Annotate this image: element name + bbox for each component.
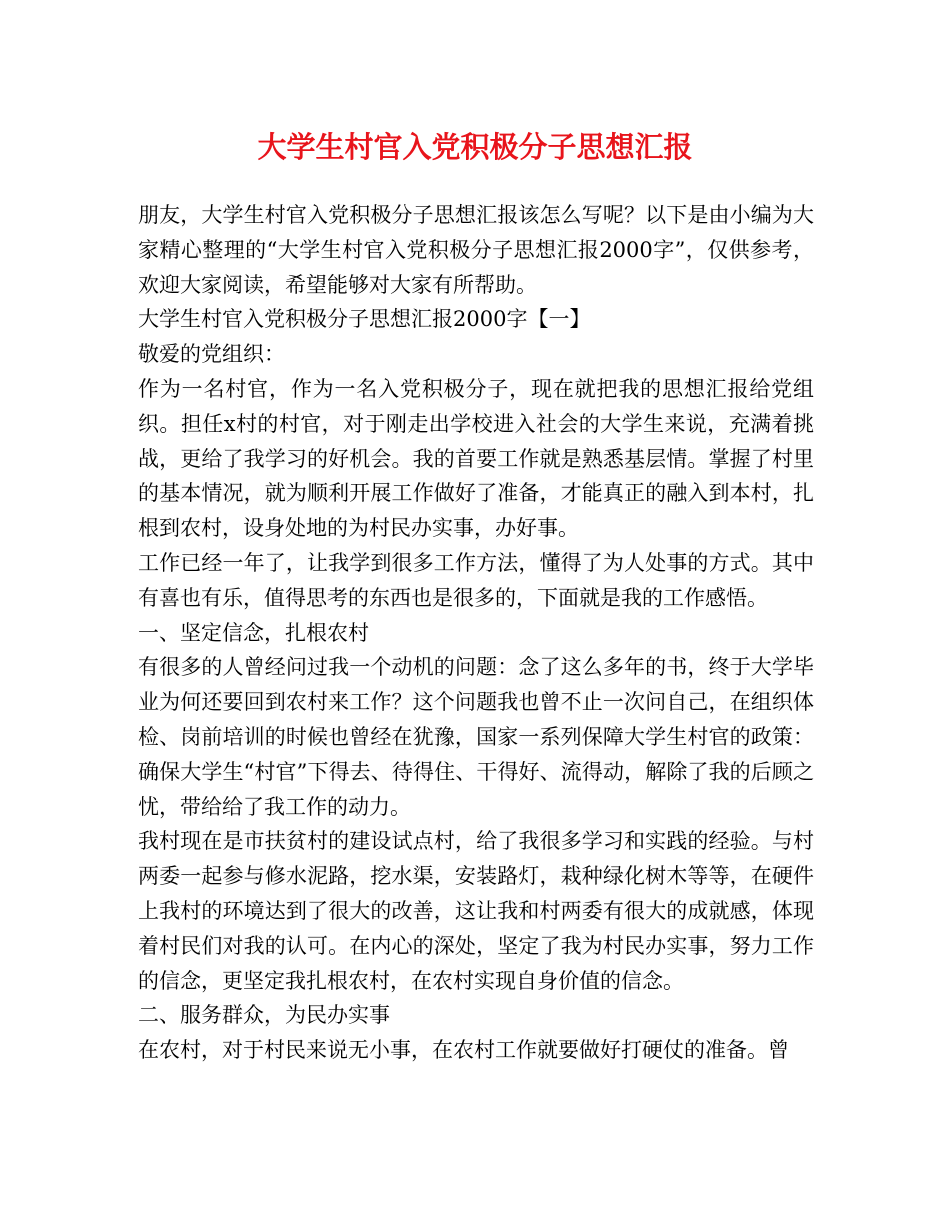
intro-paragraph: 朋友，大学生村官入党积极分子思想汇报该怎么写呢？以下是由小编为大家精心整理的“大学生村官入党积极分子思想汇报2000字”，仅供参考，欢迎大家阅读，希望能够对大家有所帮助。	[138, 203, 814, 297]
salutation: 敬爱的党组织：	[138, 342, 285, 367]
body-paragraph: 我村现在是市扶贫村的建设试点村，给了我很多学习和实践的经验。与村两委一起参与修水泥路，挖水渠，安装路灯，栽种绿化树木等等，在硬件上我村的环境达到了很大的改善，这让我和村两委有很大的成就感，体现着村民们对我的认可。在内心的深处，坚定了我为村民办实事，努力工作的信念，更坚定我扎根农村，在农村实现自身价值的信念。	[138, 829, 814, 993]
body-paragraph: 有很多的人曾经问过我一个动机的问题：念了这么多年的书，终于大学毕业为何还要回到农村来工作？这个问题我也曾不止一次问自己，在组织体检、岗前培训的时候也曾经在犹豫，国家一系列保障大学生村官的政策：确保大学生“村官”下得去、待得住、干得好、流得动，解除了我的后顾之忧，带给给了我工作的动力。	[138, 655, 814, 819]
body-paragraph: 工作已经一年了，让我学到很多工作方法，懂得了为人处事的方式。其中有喜也有乐，值得思考的东西也是很多的，下面就是我的工作感悟。	[138, 550, 814, 610]
document-title: 大学生村官入党积极分子思想汇报	[257, 130, 693, 164]
body-paragraph: 在农村，对于村民来说无小事，在农村工作就要做好打硬仗的准备。曾	[138, 1038, 789, 1063]
document-body	[138, 198, 814, 1068]
body-paragraph: 作为一名村官，作为一名入党积极分子，现在就把我的思想汇报给党组织。担任x村的村官，对于刚走出学校进入社会的大学生来说，充满着挑战，更给了我学习的好机会。我的首要工作就是熟悉基层情。掌握了村里的基本情况，就为顺利开展工作做好了准备，才能真正的融入到本村，扎根到农村，设身处地的为村民办实事，办好事。	[138, 376, 814, 541]
section-heading: 大学生村官入党积极分子思想汇报2000字【一】	[138, 307, 591, 332]
subsection-heading: 一、坚定信念，扎根农村	[138, 620, 369, 645]
subsection-heading: 二、服务群众，为民办实事	[138, 1003, 390, 1028]
